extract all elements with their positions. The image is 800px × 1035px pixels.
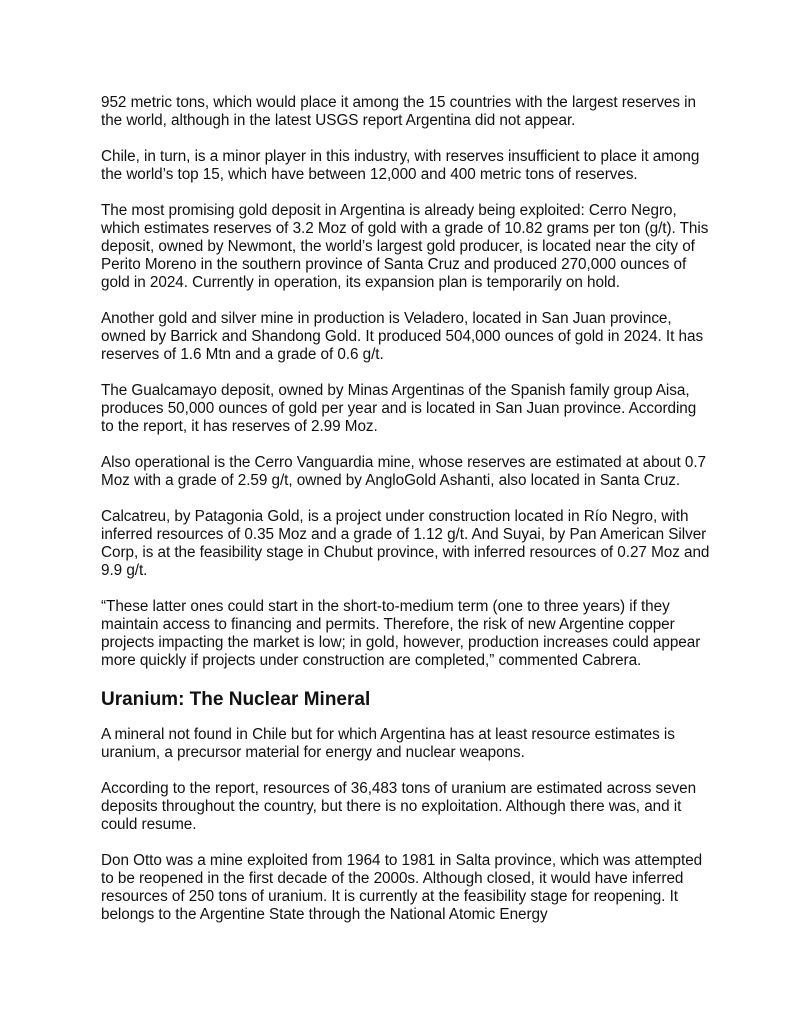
document-page	[101, 94, 711, 942]
paragraph-calcatreu-suyai: Calcatreu, by Patagonia Gold, is a project under construction located in Río Negro, with inferred resources of 0.35 Moz and a grade of 1.12 g/t. And Suyai, by Pan American Silver Corp, is at the feasibility stage in Chubut province, with inferred resources of 0.27 Moz and 9.9 g/t.	[101, 508, 710, 579]
paragraph-usgs-reserves: 952 metric tons, which would place it among the 15 countries with the largest reserves in the world, although in the latest USGS report Argentina did not appear.	[101, 94, 696, 129]
paragraph-veladero: Another gold and silver mine in production is Veladero, located in San Juan province, owned by Barrick and Shandong Gold. It produced 504,000 ounces of gold in 2024. It has reserves of 1.6 Mtn and a grade of 0.6 g/t.	[101, 310, 704, 363]
paragraph-uranium-intro: A mineral not found in Chile but for which Argentina has at least resource estimates is uranium, a precursor material for energy and nuclear weapons.	[101, 726, 675, 761]
paragraph-don-otto: Don Otto was a mine exploited from 1964 to 1981 in Salta province, which was attempted to be reopened in the first decade of the 2000s. Although closed, it would have inferred resources of 250 tons of uranium. It is currently at the feasibility stage for reopening. It belongs to the Argentine State through the National Atomic Energy	[101, 852, 703, 923]
paragraph-cabrera-quote: “These latter ones could start in the short-to-medium term (one to three years) if they maintain access to financing and permits. Therefore, the risk of new Argentine copper projects impacting the market is low; in gold, however, production increases could appear more quickly if projects under construction are completed,” commented Cabrera.	[101, 598, 701, 669]
paragraph-cerro-negro: The most promising gold deposit in Argentina is already being exploited: Cerro Negro, which estimates reserves of 3.2 Moz of gold with a grade of 10.82 grams per ton (g/t). This deposit, owned by Newmont, the world’s largest gold producer, is located near the city of Perito Moreno in the southern province of Santa Cruz and produced 270,000 ounces of gold in 2024. Currently in operation, its expansion plan is temporarily on hold.	[101, 202, 709, 291]
paragraph-chile: Chile, in turn, is a minor player in this industry, with reserves insufficient to place it among the world’s top 15, which have between 12,000 and 400 metric tons of reserves.	[101, 148, 700, 183]
paragraph-cerro-vanguardia: Also operational is the Cerro Vanguardia mine, whose reserves are estimated at about 0.7 Moz with a grade of 2.59 g/t, owned by AngloGold Ashanti, also located in Santa Cruz.	[101, 454, 706, 489]
paragraph-gualcamayo: The Gualcamayo deposit, owned by Minas Argentinas of the Spanish family group Aisa, produces 50,000 ounces of gold per year and is located in San Juan province. According to the report, it has reserves of 2.99 Moz.	[101, 382, 697, 435]
paragraph-uranium-resources: According to the report, resources of 36,483 tons of uranium are estimated across seven deposits throughout the country, but there is no exploitation. Although there was, and it could resume.	[101, 780, 697, 833]
section-heading-uranium: Uranium: The Nuclear Mineral	[101, 689, 371, 710]
